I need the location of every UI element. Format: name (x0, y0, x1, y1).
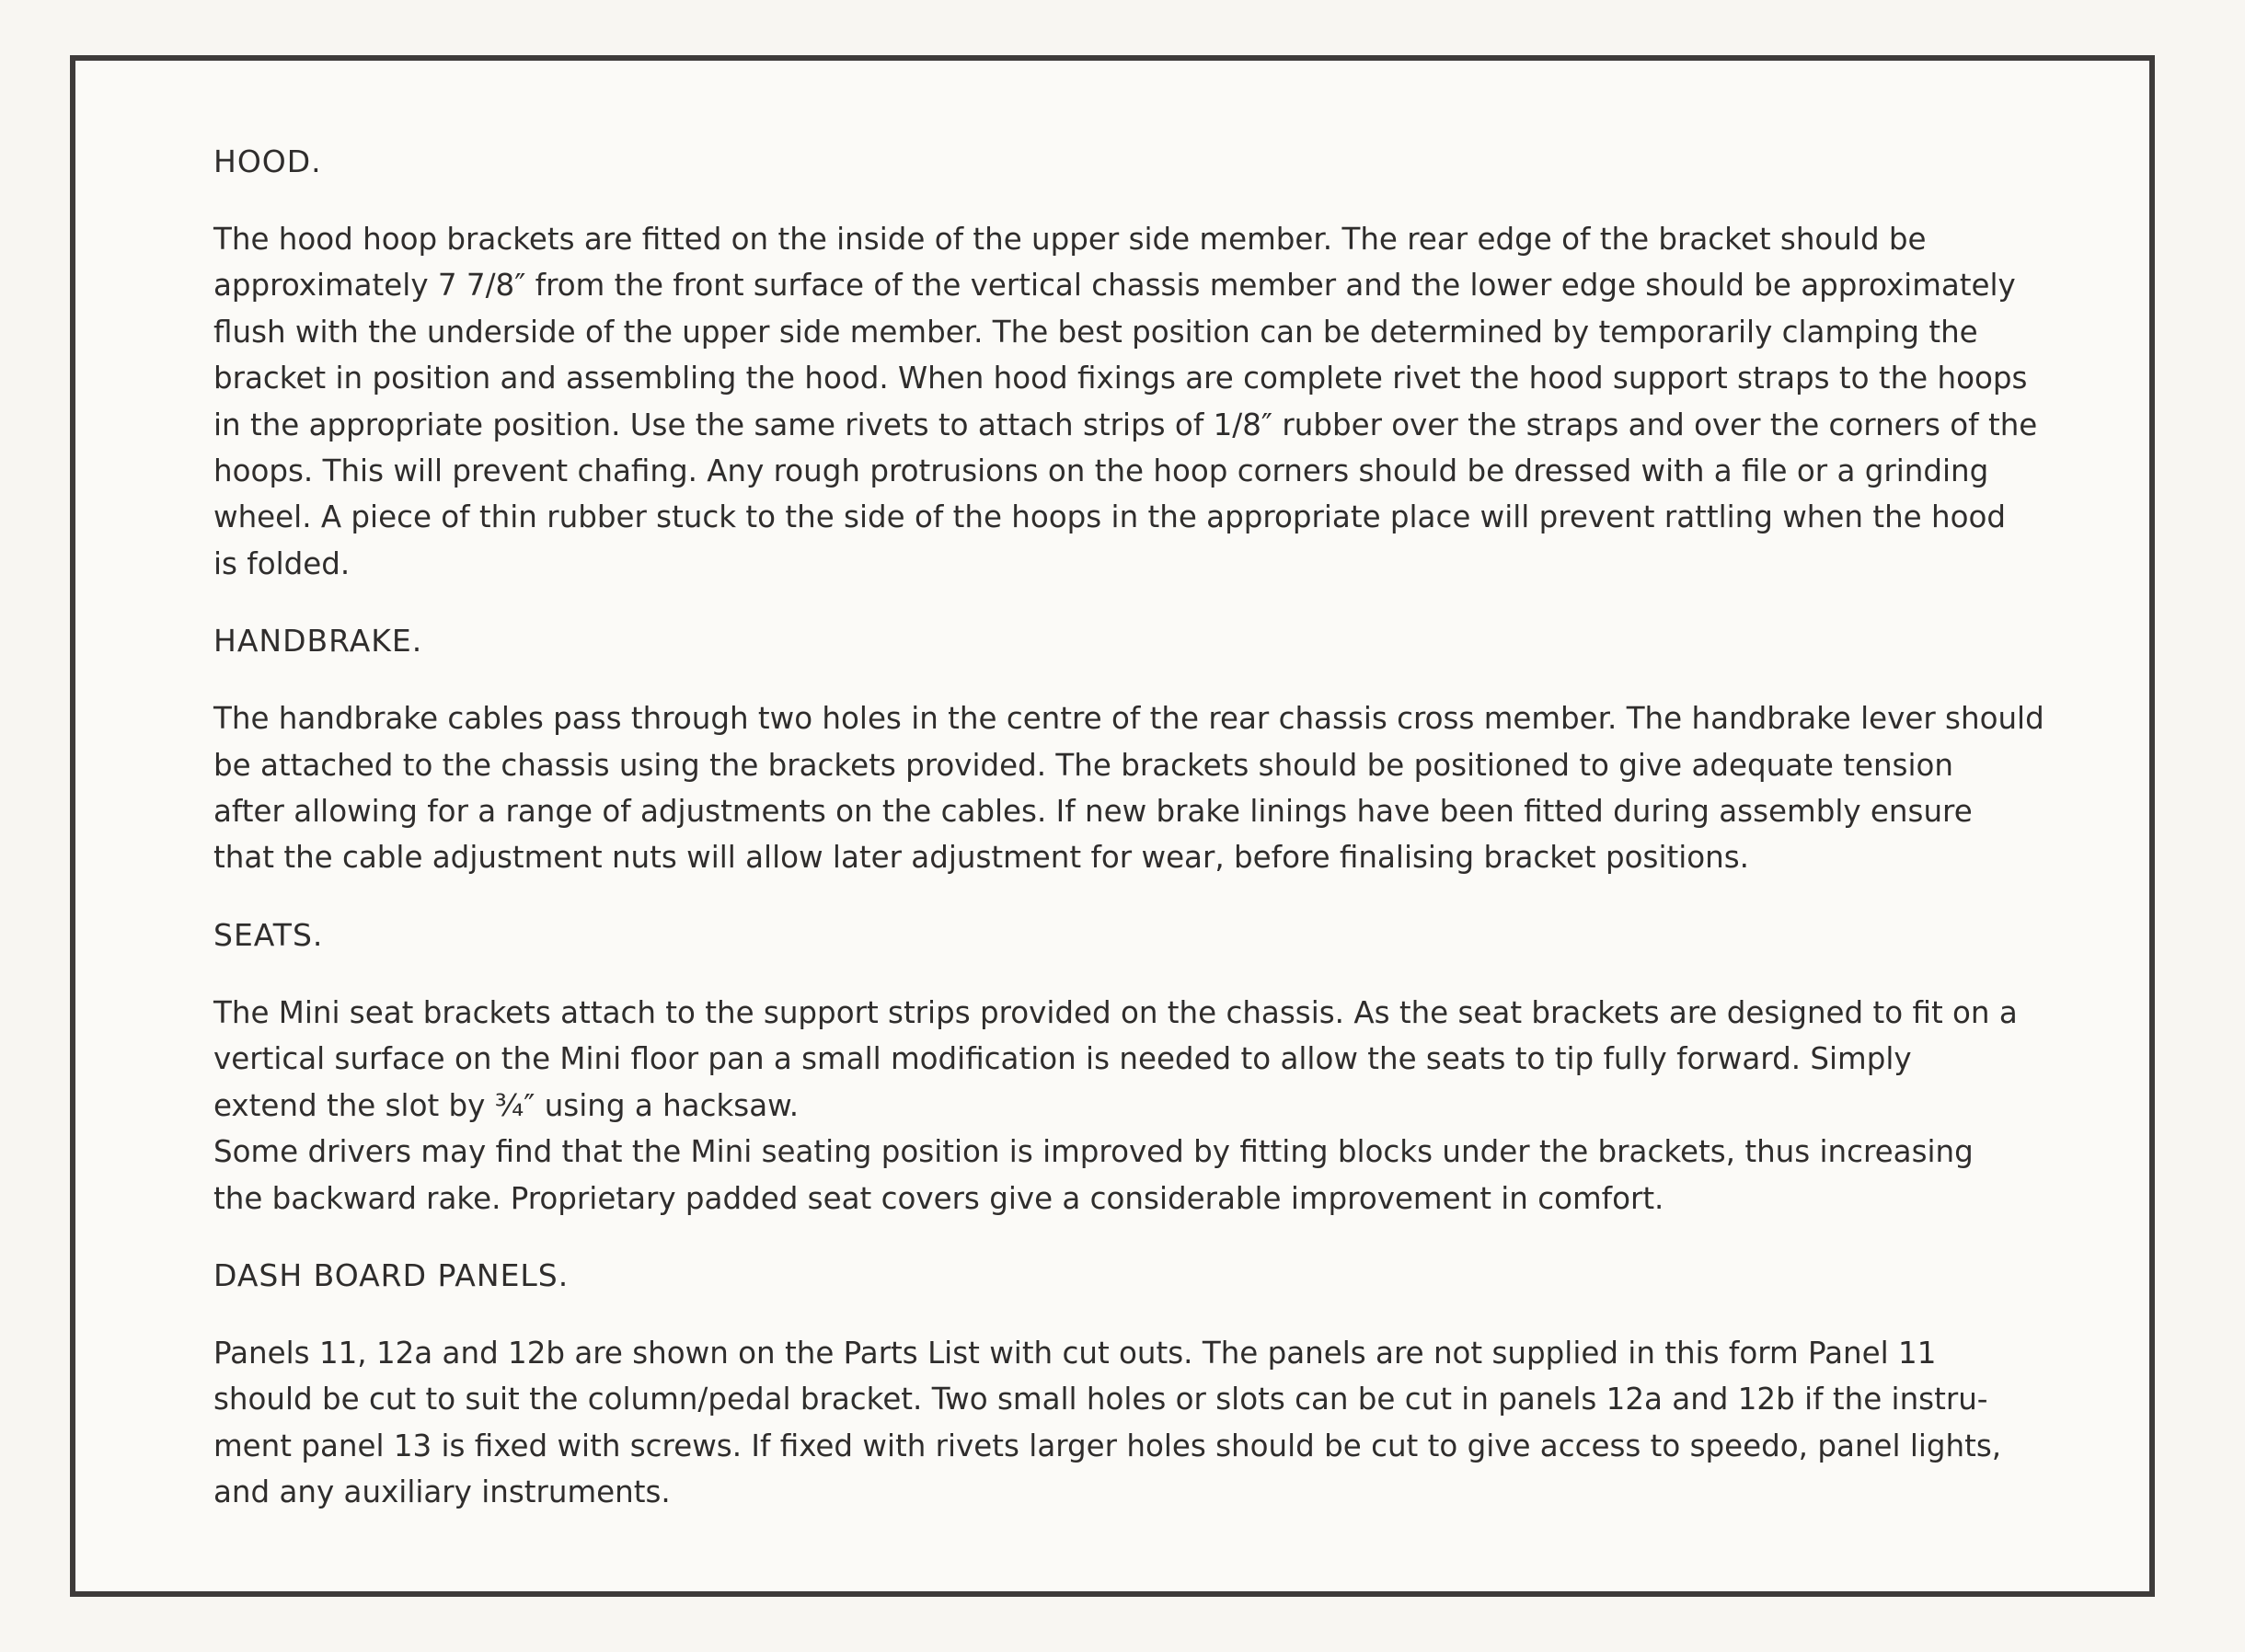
text-line: approximately 7 7/8″ from the front surface of the vertical chassis member and the lower edge should be approximately (213, 268, 2016, 304)
text-line: Some drivers may find that the Mini seating position is improved by fitting blocks under the brackets, thus increasing (213, 1134, 1974, 1170)
section-paragraph (213, 695, 2164, 881)
section-paragraph (213, 1330, 2164, 1516)
text-line: should be cut to suit the column/pedal bracket. Two small holes or slots can be cut in panels 12a and 12b if the instru- (213, 1382, 1988, 1417)
document-border-frame (70, 55, 2155, 1597)
text-line: and any auxiliary instruments. (213, 1474, 671, 1510)
section-handbrake (213, 618, 2164, 881)
text-line: be attached to the chassis using the brackets provided. The brackets should be positioned to give adequate tension (213, 747, 1953, 783)
text-line: the backward rake. Proprietary padded seat covers give a considerable improvement in comfort. (213, 1180, 1664, 1216)
text-line: flush with the underside of the upper side member. The best position can be determined by temporarily clamping the (213, 314, 1978, 350)
section-heading: SEATS. (213, 916, 324, 953)
section-paragraph (213, 216, 2164, 587)
text-line: after allowing for a range of adjustments on the cables. If new brake linings have been fitted during assembly ensure (213, 794, 1973, 830)
text-line: bracket in position and assembling the hood. When hood fixings are complete rivet the hood support straps to the hoops (213, 361, 2028, 396)
section-heading: DASH BOARD PANELS. (213, 1256, 570, 1293)
text-line: The handbrake cables pass through two holes in the centre of the rear chassis cross member. The handbrake lever should (213, 701, 2044, 737)
text-line: hoops. This will prevent chafing. Any rough protrusions on the hoop corners should be dressed with a file or a grinding (213, 453, 1989, 489)
text-line: Panels 11, 12a and 12b are shown on the Parts List with cut outs. The panels are not supplied in this form Panel 11 (213, 1335, 1937, 1371)
text-line: wheel. A piece of thin rubber stuck to the side of the hoops in the appropriate place will prevent rattling when the hood (213, 499, 2006, 535)
section-heading: HANDBRAKE. (213, 623, 423, 660)
section-hood (213, 139, 2164, 587)
text-line: is folded. (213, 545, 351, 581)
text-line: that the cable adjustment nuts will allow later adjustment for wear, before finalising bracket positions. (213, 840, 1749, 876)
text-line: in the appropriate position. Use the same rivets to attach strips of 1/8″ rubber over the straps and over the corners of the (213, 407, 2038, 442)
text-line: ment panel 13 is fixed with screws. If fixed with rivets larger holes should be cut to give access to speedo, panel lights, (213, 1428, 2002, 1463)
text-line: vertical surface on the Mini floor pan a small modification is needed to allow the seats to tip fully forward. Simply (213, 1041, 1912, 1077)
text-line: The Mini seat brackets attach to the support strips provided on the chassis. As the seat brackets are designed to fit on a (213, 994, 2018, 1030)
section-paragraph (213, 990, 2164, 1222)
section-heading: HOOD. (213, 143, 322, 179)
text-line: The hood hoop brackets are fitted on the inside of the upper side member. The rear edge of the bracket should be (213, 222, 1927, 257)
text-line: extend the slot by ¾″ using a hacksaw. (213, 1087, 800, 1123)
section-dash-board-panels (213, 1253, 2164, 1516)
document-body (213, 139, 2164, 1516)
section-seats (213, 912, 2164, 1222)
